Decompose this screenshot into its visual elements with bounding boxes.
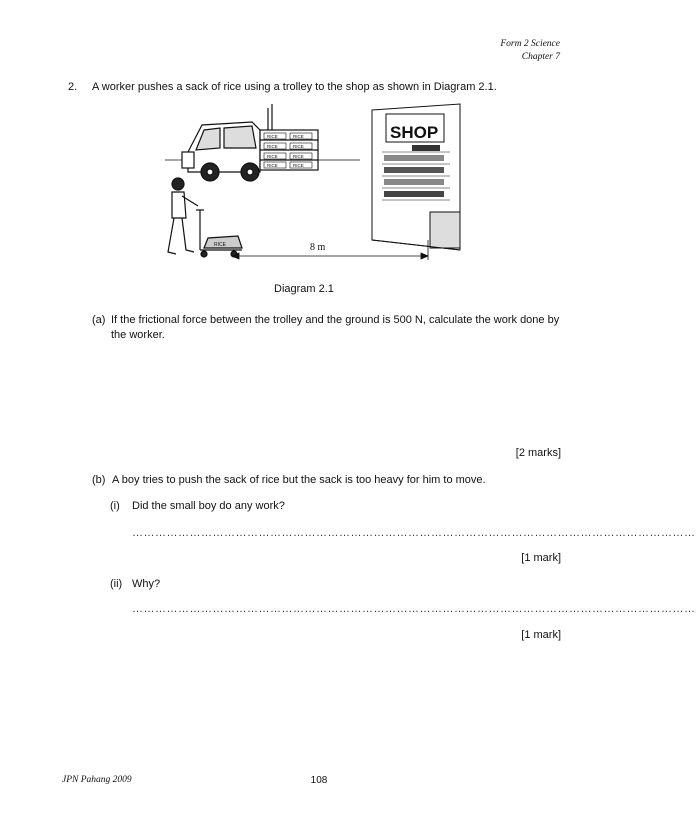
page-number: 108 (310, 775, 328, 786)
truck-sack-label: RICE (293, 144, 304, 149)
answer-line-b-ii[interactable]: ………………………………………………………………………………………………………………………………… (132, 603, 696, 615)
part-b-label: (b) (92, 474, 106, 486)
truck-sack-label: RICE (293, 163, 304, 168)
part-b-ii-marks: [1 mark] (521, 629, 561, 641)
trolley-illustration (196, 210, 242, 257)
part-a-label: (a) (92, 314, 106, 326)
truck-illustration (165, 104, 360, 181)
truck-sack-label: RICE (293, 134, 304, 139)
question-number: 2. (68, 81, 78, 93)
footer-source: JPN Pahang 2009 (62, 775, 132, 785)
shop-sign: SHOP (390, 123, 439, 142)
part-b-text: A boy tries to push the sack of rice but the sack is too heavy for him to move. (112, 474, 486, 486)
header-subject: Form 2 Science (500, 39, 560, 49)
header-chapter: Chapter 7 (521, 52, 560, 62)
part-b-ii-text: Why? (132, 578, 161, 590)
truck-sack-label: RICE (293, 154, 304, 159)
diagram-caption: Diagram 2.1 (274, 283, 334, 295)
truck-sack-label: RICE (267, 134, 278, 139)
page-header (500, 38, 560, 64)
part-b-ii-label: (ii) (110, 578, 123, 590)
diagram-2-1 (160, 100, 470, 270)
part-b-i-text: Did the small boy do any work? (132, 500, 285, 512)
distance-label: 8 m (310, 242, 326, 253)
answer-line-b-i[interactable]: ………………………………………………………………………………………………………………………………… (132, 527, 696, 539)
truck-sack-label: RICE (267, 154, 278, 159)
worker-illustration (168, 178, 198, 254)
part-a-marks: [2 marks] (515, 447, 561, 459)
part-b-i-label: (i) (110, 500, 120, 512)
part-a-text: If the frictional force between the trolley and the ground is 500 N, calculate the work done by the worker. (111, 314, 560, 341)
part-b-i-marks: [1 mark] (521, 552, 561, 564)
truck-sack-label: RICE (267, 163, 278, 168)
truck-sack-label: RICE (267, 144, 278, 149)
question-stem: A worker pushes a sack of rice using a trolley to the shop as shown in Diagram 2.1. (92, 81, 497, 93)
sack-label: RICE (214, 242, 226, 248)
